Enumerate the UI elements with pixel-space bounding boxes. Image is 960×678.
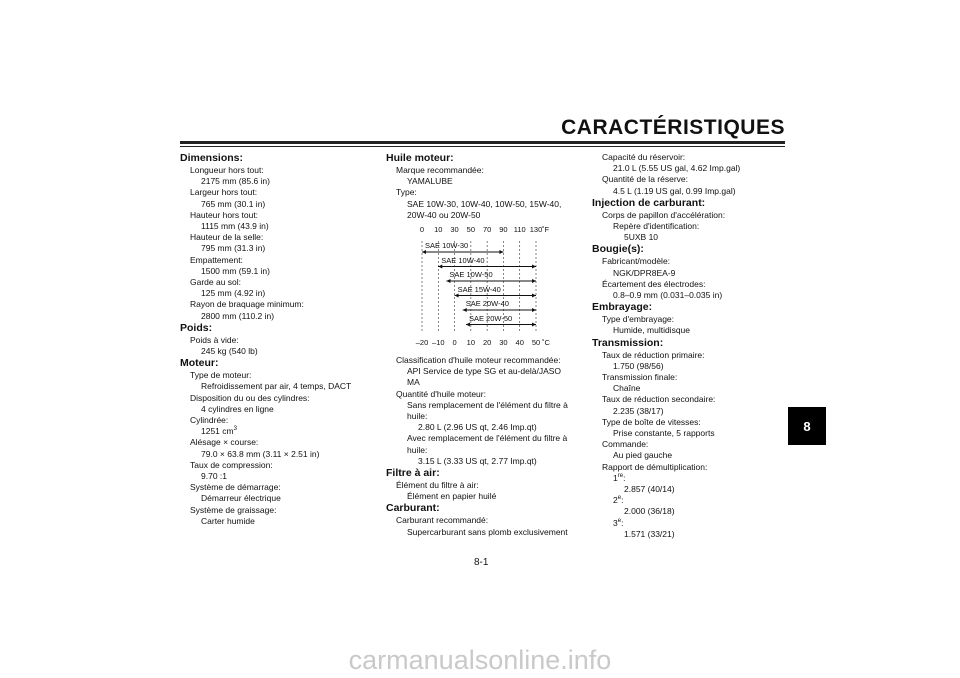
spec-line xyxy=(180,346,370,357)
spec-text: Avec remplacement de l'élément du filtre à xyxy=(407,433,568,444)
band-label: SAE 20W-40 xyxy=(465,299,509,308)
spec-text: Embrayage: xyxy=(592,301,653,314)
spec-text: Taux de compression: xyxy=(190,459,273,470)
spec-text: 1.571 (33/21) xyxy=(624,528,675,539)
superscript: e xyxy=(617,495,622,502)
bottom-axis-unit: ˚C xyxy=(542,338,550,347)
spec-line xyxy=(180,404,370,415)
spec-line xyxy=(386,422,586,433)
spec-suffix: : xyxy=(623,472,626,483)
spec-line xyxy=(592,518,782,529)
spec-text: Cylindrée: xyxy=(190,415,229,426)
spec-text: Garde au sol: xyxy=(190,277,242,288)
header-rule-thin xyxy=(180,146,785,147)
spec-line xyxy=(592,186,782,197)
spec-text: Type: xyxy=(396,187,417,198)
band-label: SAE 10W-30 xyxy=(425,241,469,250)
spec-text: SAE 10W-30, 10W-40, 10W-50, 15W-40, xyxy=(407,198,562,209)
spec-text: Empattement: xyxy=(190,254,243,265)
spec-line xyxy=(386,176,586,187)
band-arrowhead xyxy=(532,279,536,283)
band-arrowhead xyxy=(532,294,536,298)
band-arrowhead xyxy=(499,250,503,254)
section-heading xyxy=(180,357,370,370)
spec-line xyxy=(180,471,370,482)
top-tick-label: 90 xyxy=(499,225,508,234)
page-title: CARACTÉRISTIQUES xyxy=(561,116,785,139)
spec-line xyxy=(592,268,782,279)
spec-text: Système de démarrage: xyxy=(190,482,281,493)
section-heading xyxy=(592,197,782,210)
spec-line xyxy=(592,290,782,301)
spec-text: 1115 mm (43.9 in) xyxy=(201,221,269,232)
spec-text: Alésage × course: xyxy=(190,437,259,448)
spec-line xyxy=(180,277,370,288)
spec-line xyxy=(592,325,782,336)
spec-text: 2.235 (38/17) xyxy=(613,405,664,416)
spec-line xyxy=(386,355,586,366)
spec-text: Quantité d'huile moteur: xyxy=(396,388,486,399)
spec-text: Élément en papier huilé xyxy=(407,491,497,502)
spec-text: Classification d'huile moteur recommandée: xyxy=(396,355,561,366)
spec-text: 1500 mm (59.1 in) xyxy=(201,265,270,276)
spec-text: NGK/DPR8EA-9 xyxy=(613,267,676,278)
section-heading xyxy=(592,337,782,350)
spec-text: Rapport de démultiplication: xyxy=(602,461,708,472)
top-tick-label: 110 xyxy=(513,225,526,234)
spec-line xyxy=(592,439,782,450)
spec-line xyxy=(592,506,782,517)
spec-column-3 xyxy=(592,152,782,540)
spec-line xyxy=(386,445,586,456)
band-arrowhead xyxy=(532,323,536,327)
superscript: 3 xyxy=(233,426,237,433)
spec-text: Bougie(s): xyxy=(592,243,644,256)
spec-line xyxy=(592,163,782,174)
spec-line xyxy=(386,400,586,411)
spec-text: YAMALUBE xyxy=(407,176,453,187)
spec-text: Injection de carburant: xyxy=(592,196,706,209)
spec-text: 2 xyxy=(613,495,618,506)
spec-line xyxy=(592,372,782,383)
spec-text: 20W-40 ou 20W-50 xyxy=(407,209,481,220)
spec-text: Disposition du ou des cylindres: xyxy=(190,392,310,403)
chapter-tab[interactable]: 8 xyxy=(788,407,826,445)
spec-line xyxy=(180,255,370,266)
spec-line xyxy=(592,256,782,267)
band-label: SAE 15W-40 xyxy=(457,284,501,294)
spec-text: Repère d'identification: xyxy=(613,221,700,232)
spec-line xyxy=(180,393,370,404)
spec-text: Carter humide xyxy=(201,515,255,526)
spec-text: 3 xyxy=(613,517,618,528)
spec-text: Poids à vide: xyxy=(190,334,239,345)
spec-line xyxy=(386,210,586,221)
spec-line xyxy=(592,450,782,461)
spec-line xyxy=(180,176,370,187)
section-heading xyxy=(386,152,586,165)
watermark: carmanualsonline.info xyxy=(348,645,612,675)
spec-text: 2.857 (40/14) xyxy=(624,484,675,495)
spec-line xyxy=(592,232,782,243)
spec-line xyxy=(386,433,586,444)
spec-suffix: : xyxy=(621,517,624,528)
spec-text: 0.8–0.9 mm (0.031–0.035 in) xyxy=(613,290,723,301)
spec-text: Carburant recommandé: xyxy=(396,515,489,526)
spec-line xyxy=(592,383,782,394)
section-heading xyxy=(592,243,782,256)
section-heading xyxy=(386,502,586,515)
spec-line xyxy=(386,456,586,467)
spec-text: Transmission: xyxy=(592,336,664,349)
spec-text: Carburant: xyxy=(386,502,440,515)
bottom-tick-label: 10 xyxy=(466,338,476,347)
spec-line xyxy=(592,221,782,232)
spec-line xyxy=(386,377,586,388)
spec-line xyxy=(180,288,370,299)
spec-line xyxy=(592,314,782,325)
spec-line xyxy=(180,232,370,243)
spec-line xyxy=(592,406,782,417)
spec-text: 765 mm (30.1 in) xyxy=(201,198,266,209)
spec-text: Sans remplacement de l'élément du filtre à xyxy=(407,399,568,410)
spec-text: 125 mm (4.92 in) xyxy=(201,288,266,299)
spec-line xyxy=(180,165,370,176)
spec-text: 21.0 L (5.55 US gal, 4.62 Imp.gal) xyxy=(613,163,741,174)
spec-line xyxy=(180,426,370,437)
top-tick-label: 0 xyxy=(419,225,425,234)
spec-text: Dimensions: xyxy=(180,152,244,164)
spec-text: Quantité de la réserve: xyxy=(602,174,688,185)
spec-text: 1.750 (98/56) xyxy=(613,360,664,371)
top-tick-label: 30 xyxy=(450,225,459,234)
spec-line xyxy=(180,415,370,426)
spec-text: 245 kg (540 lb) xyxy=(201,346,258,357)
top-tick-label: 10 xyxy=(434,225,443,234)
spec-text: 2.80 L (2.96 US qt, 2.46 Imp.qt) xyxy=(418,422,537,433)
spec-line xyxy=(180,221,370,232)
header-rule-thick xyxy=(180,141,785,144)
spec-line xyxy=(592,350,782,361)
bottom-tick-label: 0 xyxy=(452,338,457,347)
spec-text: Humide, multidisque xyxy=(613,325,691,336)
spec-line xyxy=(386,515,586,526)
spec-text: huile: xyxy=(407,411,428,422)
section-heading xyxy=(386,467,586,480)
spec-text: Type de boîte de vitesses: xyxy=(602,416,701,427)
bottom-tick-label: 20 xyxy=(482,338,492,347)
spec-text: Fabricant/modèle: xyxy=(602,256,671,267)
spec-line xyxy=(592,174,782,185)
spec-line xyxy=(386,411,586,422)
spec-line xyxy=(180,210,370,221)
spec-text: Écartement des électrodes: xyxy=(602,278,706,289)
oil-viscosity-chart xyxy=(408,225,556,349)
spec-text: Hauteur de la selle: xyxy=(190,232,264,243)
spec-text: 79.0 × 63.8 mm (3.11 × 2.51 in) xyxy=(201,448,320,459)
spec-text: Largeur hors tout: xyxy=(190,187,258,198)
spec-text: 2.000 (36/18) xyxy=(624,506,675,517)
band-label: SAE 20W-50 xyxy=(468,313,513,323)
spec-line xyxy=(180,335,370,346)
spec-text: Huile moteur: xyxy=(386,152,454,164)
spec-line xyxy=(592,210,782,221)
spec-line xyxy=(386,366,586,377)
spec-line xyxy=(180,460,370,471)
bottom-tick-label: –20 xyxy=(415,338,429,347)
page-number: 8-1 xyxy=(474,557,489,568)
band-label: SAE 10W-50 xyxy=(449,270,493,279)
spec-line xyxy=(592,417,782,428)
spec-text: Prise constante, 5 rapports xyxy=(613,428,715,439)
superscript: re xyxy=(617,473,624,480)
spec-text: API Service de type SG et au-delà/JASO xyxy=(407,366,562,377)
spec-text: 1 xyxy=(613,472,618,483)
spec-line xyxy=(180,299,370,310)
spec-line xyxy=(386,480,586,491)
spec-text: 1251 cm xyxy=(201,426,234,437)
spec-text: Démarreur électrique xyxy=(201,493,281,504)
spec-line xyxy=(180,381,370,392)
spec-text: Taux de réduction secondaire: xyxy=(602,394,716,405)
spec-line xyxy=(592,361,782,372)
spec-line xyxy=(386,491,586,502)
spec-text: Au pied gauche xyxy=(613,450,673,461)
band-arrowhead xyxy=(532,308,536,312)
spec-line xyxy=(180,243,370,254)
spec-text: Poids: xyxy=(180,321,213,334)
spec-line xyxy=(180,266,370,277)
band-arrowhead xyxy=(532,265,536,269)
spec-line xyxy=(180,516,370,527)
section-heading xyxy=(180,152,370,165)
spec-line xyxy=(592,529,782,540)
spec-line xyxy=(386,187,586,198)
spec-line xyxy=(592,473,782,484)
spec-text: Rayon de braquage minimum: xyxy=(190,299,304,310)
spec-text: Supercarburant sans plomb exclusivement xyxy=(407,526,568,537)
spec-text: Type de moteur: xyxy=(190,370,252,381)
bottom-tick-label: 40 xyxy=(515,338,524,347)
spec-text: Marque recommandée: xyxy=(396,165,484,175)
spec-line xyxy=(386,165,586,176)
spec-line xyxy=(592,394,782,405)
spec-text: 3.15 L (3.33 US qt, 2.77 Imp.qt) xyxy=(418,455,537,466)
spec-text: huile: xyxy=(407,444,428,455)
spec-text: Refroidissement par air, 4 temps, DACT xyxy=(201,381,352,392)
spec-text: 4.5 L (1.19 US gal, 0.99 Imp.gal) xyxy=(613,185,736,196)
spec-line xyxy=(180,493,370,504)
spec-text: Élément du filtre à air: xyxy=(396,480,479,491)
spec-suffix: : xyxy=(621,495,624,506)
bottom-tick-label: 30 xyxy=(499,338,508,347)
band-label: SAE 10W-40 xyxy=(441,255,485,265)
spec-line xyxy=(592,152,782,163)
spec-line xyxy=(180,482,370,493)
spec-text: 795 mm (31.3 in) xyxy=(201,243,266,254)
bottom-tick-label: –10 xyxy=(432,338,445,347)
spec-text: Capacité du réservoir: xyxy=(602,152,686,162)
spec-text: 5UXB 10 xyxy=(624,232,659,243)
spec-text: MA xyxy=(407,377,420,388)
spec-line xyxy=(180,505,370,516)
spec-text: Transmission finale: xyxy=(602,372,678,383)
spec-text: Hauteur hors tout: xyxy=(190,209,259,220)
top-tick-label: 130 xyxy=(529,225,543,234)
spec-text: Longueur hors tout: xyxy=(190,165,264,175)
section-heading xyxy=(592,301,782,314)
spec-line xyxy=(180,437,370,448)
spec-line xyxy=(592,279,782,290)
spec-line xyxy=(592,428,782,439)
spec-line xyxy=(386,199,586,210)
spec-line xyxy=(180,187,370,198)
spec-line xyxy=(180,199,370,210)
spec-line xyxy=(386,389,586,400)
superscript: e xyxy=(617,517,622,524)
spec-text: Commande: xyxy=(602,439,649,450)
spec-text: Filtre à air: xyxy=(386,467,440,480)
spec-line xyxy=(592,495,782,506)
spec-text: 2175 mm (85.6 in) xyxy=(201,176,270,187)
top-tick-label: 70 xyxy=(482,225,492,234)
spec-text: 9.70 :1 xyxy=(201,471,227,482)
bottom-tick-label: 50 xyxy=(531,338,541,347)
spec-line xyxy=(180,370,370,381)
spec-line xyxy=(386,527,586,538)
top-tick-label: 50 xyxy=(466,225,476,234)
spec-line xyxy=(180,449,370,460)
spec-line xyxy=(180,311,370,322)
spec-text: 2800 mm (110.2 in) xyxy=(201,310,275,321)
spec-text: Taux de réduction primaire: xyxy=(602,349,705,360)
spec-text: Type d'embrayage: xyxy=(602,314,675,325)
spec-line xyxy=(592,462,782,473)
section-heading xyxy=(180,322,370,335)
spec-text: Système de graissage: xyxy=(190,504,277,515)
spec-text: Moteur: xyxy=(180,357,219,370)
top-axis-unit: ˚F xyxy=(542,225,550,234)
spec-text: 4 cylindres en ligne xyxy=(201,403,274,414)
spec-column-1 xyxy=(180,152,370,527)
spec-text: Chaîne xyxy=(613,383,641,394)
spec-text: Corps de papillon d'accélération: xyxy=(602,209,726,220)
spec-line xyxy=(592,484,782,495)
